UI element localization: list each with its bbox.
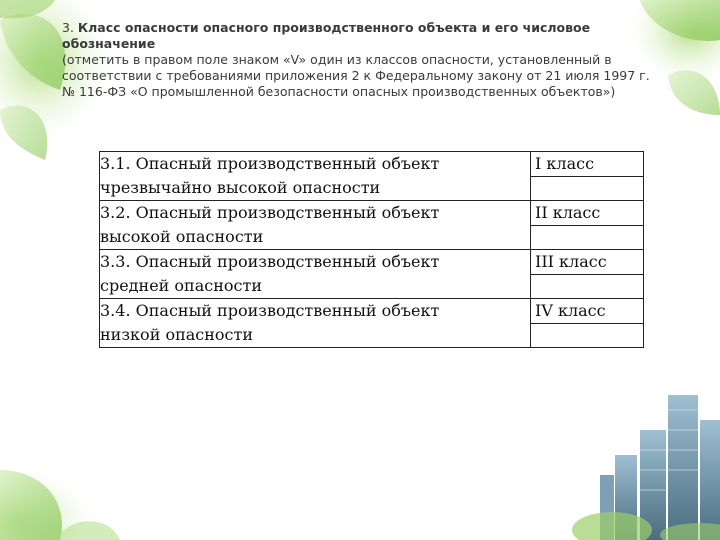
class-cell — [531, 201, 644, 250]
hazard-class-table — [99, 151, 644, 348]
object-line1: 3.4. Опасный производственный объект — [100, 301, 440, 320]
object-line1: 3.2. Опасный производственный объект — [100, 203, 440, 222]
object-description — [100, 152, 531, 201]
class-cell — [531, 250, 644, 299]
class-label: I класс — [531, 152, 643, 177]
object-line1: 3.1. Опасный производственный объект — [100, 154, 440, 173]
object-line2: высокой опасности — [100, 227, 264, 246]
buildings-icon — [572, 395, 720, 540]
table-row — [100, 152, 644, 201]
object-line2: низкой опасности — [100, 325, 254, 344]
section-title: Класс опасности опасного производственного объекта и его числовое обозначение — [62, 20, 591, 51]
class-mark-field[interactable] — [531, 177, 643, 201]
section-heading — [62, 20, 662, 100]
class-label: II класс — [531, 201, 643, 226]
object-description — [100, 201, 531, 250]
object-description — [100, 250, 531, 299]
class-cell — [531, 299, 644, 348]
class-cell — [531, 152, 644, 201]
object-line2: средней опасности — [100, 276, 262, 295]
class-mark-field[interactable] — [531, 324, 643, 348]
object-line2: чрезвычайно высокой опасности — [100, 178, 381, 197]
class-label: III класс — [531, 250, 643, 275]
object-line1: 3.3. Опасный производственный объект — [100, 252, 440, 271]
class-mark-field[interactable] — [531, 226, 643, 250]
class-label: IV класс — [531, 299, 643, 324]
section-number: 3. — [62, 20, 74, 35]
section-instruction: (отметить в правом поле знаком «V» один из классов опасности, установленный в соответствии с требованиями приложения 2 к Федеральному закону от 21 июля 1997 г. № 116-ФЗ «О промышленной безопасности опасных производственных объектов») — [62, 52, 650, 99]
table-row — [100, 299, 644, 348]
table-row — [100, 201, 644, 250]
object-description — [100, 299, 531, 348]
class-mark-field[interactable] — [531, 275, 643, 299]
table-row — [100, 250, 644, 299]
